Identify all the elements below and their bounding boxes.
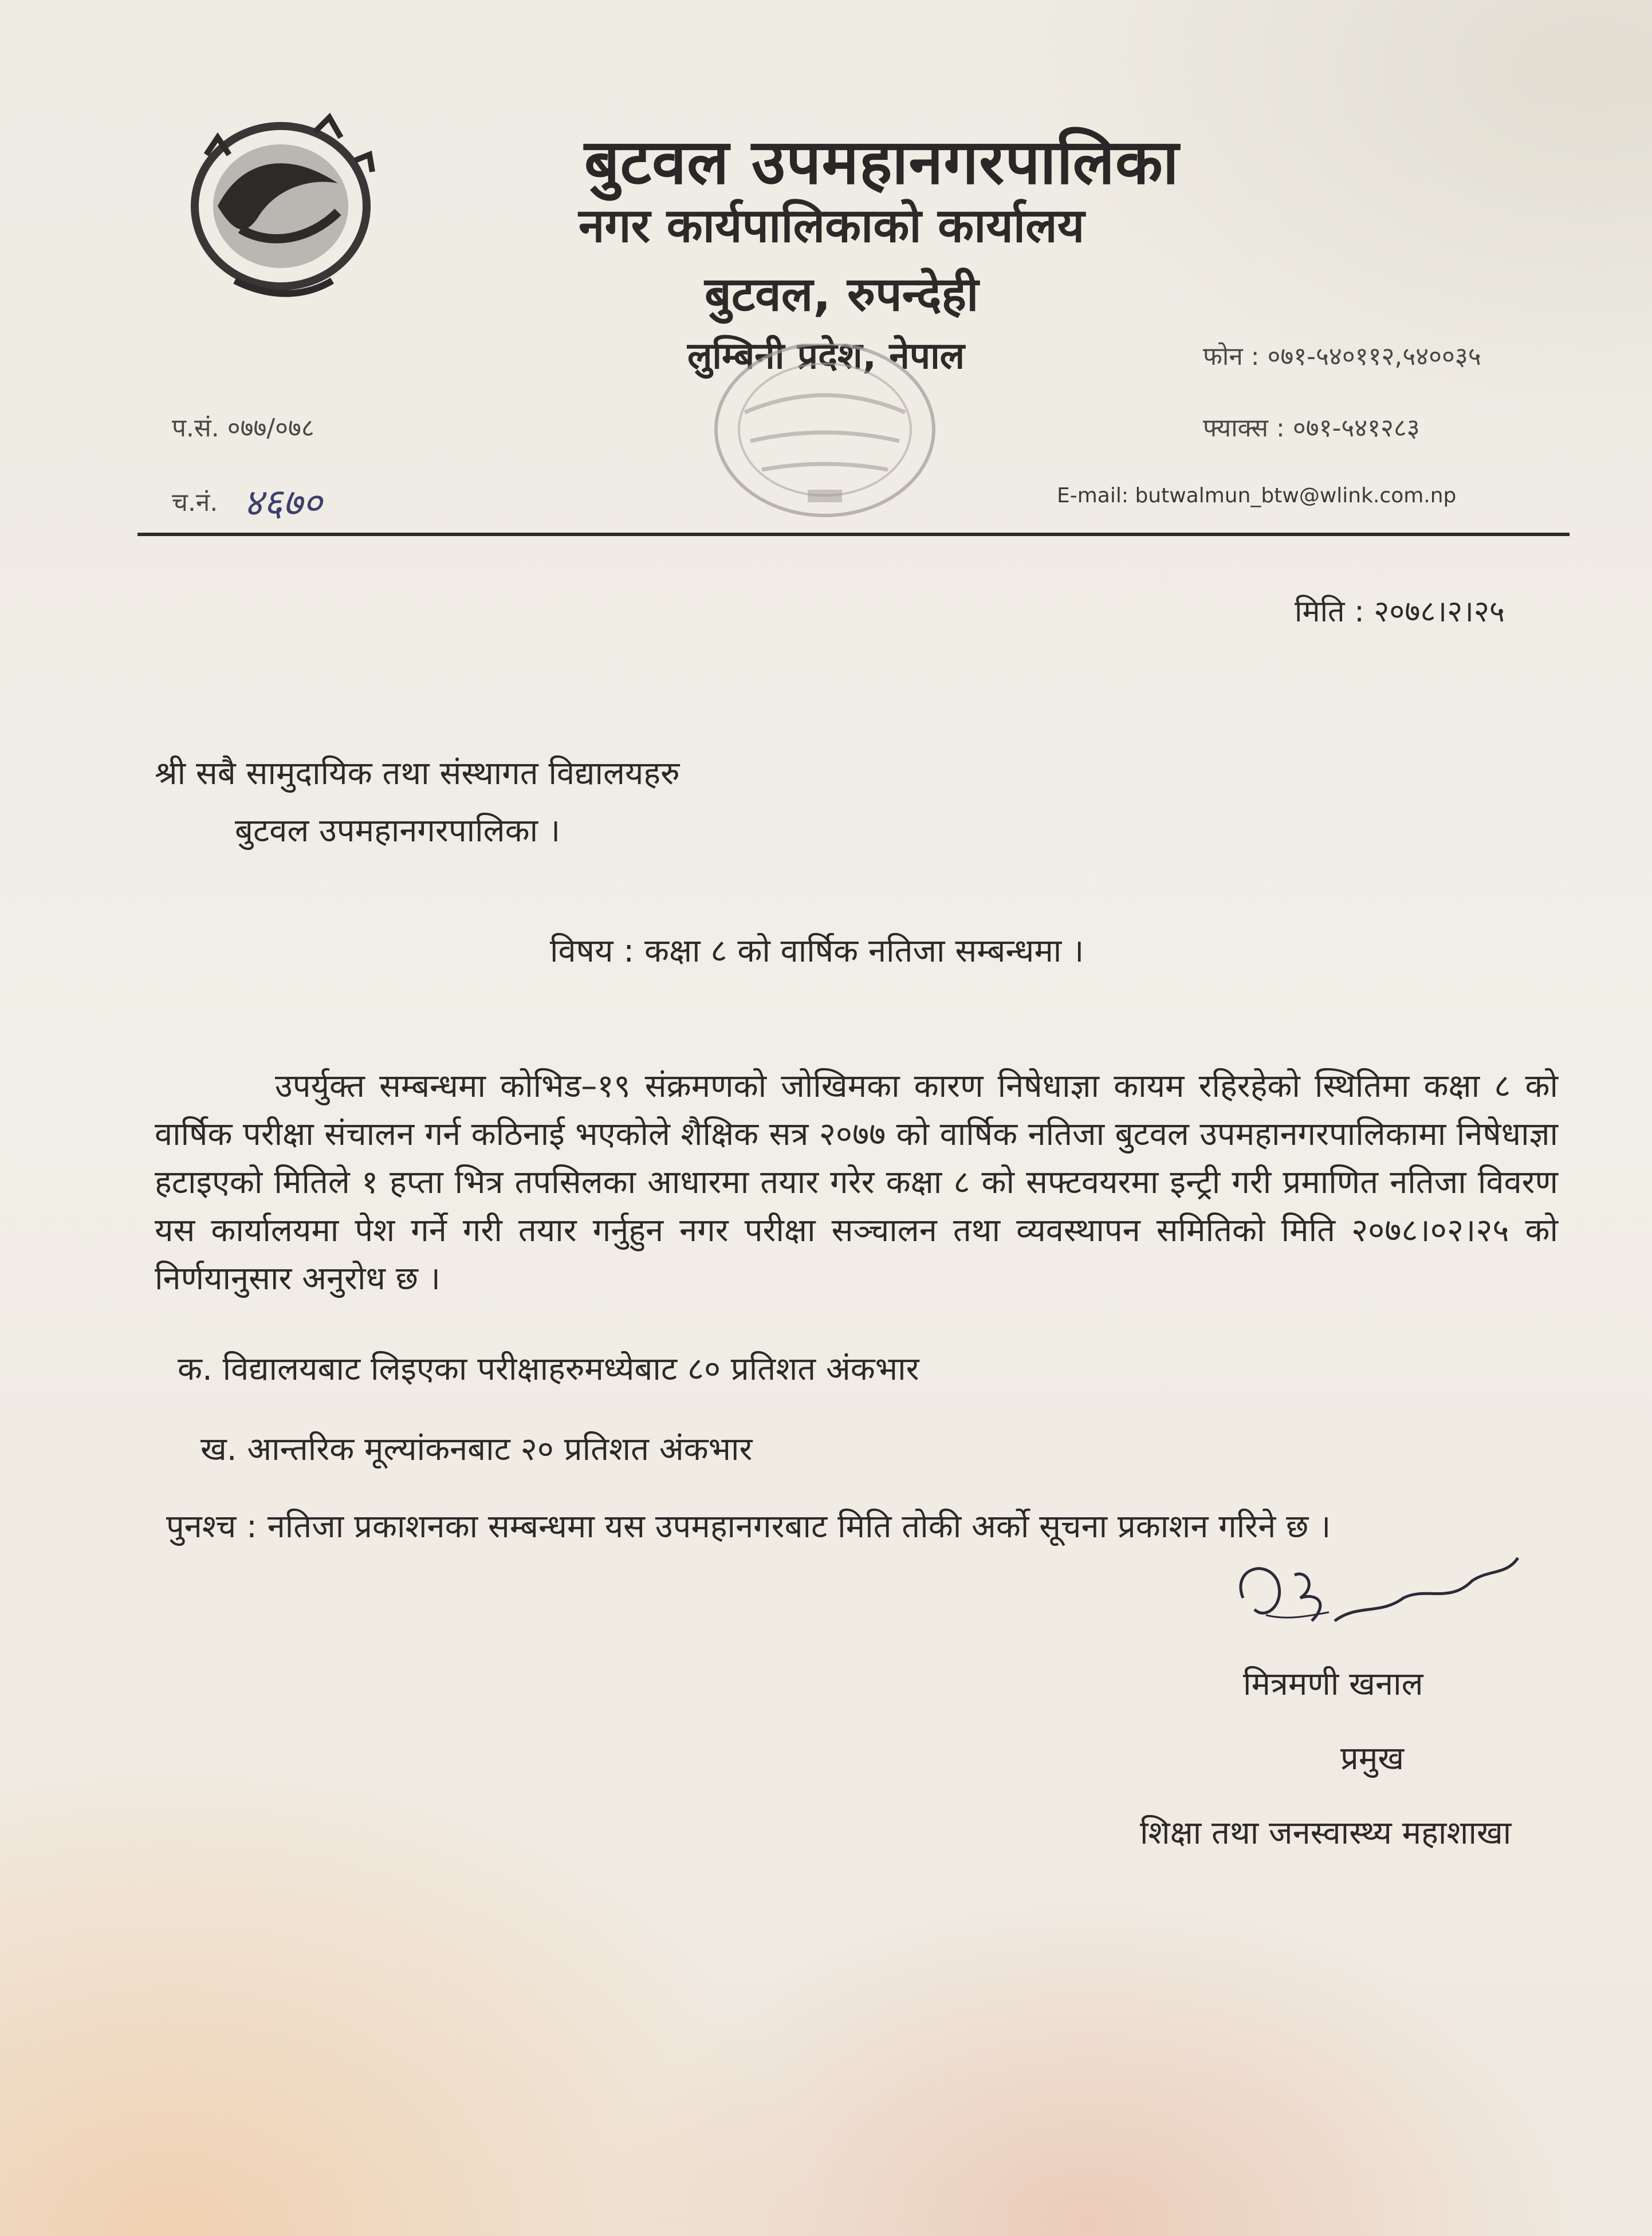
office-province: लुम्बिनी प्रदेश, नेपाल	[687, 335, 965, 377]
list-item: क. विद्यालयबाट लिइएका परीक्षाहरुमध्येबाट ८० प्रतिशत अंकभार	[178, 1351, 919, 1388]
signature	[1232, 1535, 1529, 1650]
letter-body	[155, 1062, 1558, 1303]
letter-date: मिति : २०७८।२।२५	[1295, 595, 1505, 629]
reference-number: प.सं. ०७७/०७८	[172, 414, 314, 443]
office-subtitle: नगर कार्यपालिकाको कार्यालय	[579, 199, 1085, 253]
office-name: बुटवल उपमहानगरपालिका	[584, 127, 1179, 198]
signatory-post: प्रमुख	[1340, 1740, 1405, 1777]
phone-number: फोन : ०७१-५४०११२,५४००३५	[1203, 342, 1481, 371]
header-divider	[137, 533, 1570, 536]
nepal-emblem-icon	[172, 109, 390, 304]
postscript: पुनश्च : नतिजा प्रकाशनका सम्बन्धमा यस उपमहानगरबाट मिति तोकी अर्को सूचना प्रकाशन गरिने छ ।	[166, 1508, 1331, 1545]
fax-number: फ्याक्स : ०७१-५४१२८३	[1203, 414, 1420, 443]
chalan-label: च.नं.	[172, 488, 218, 517]
recipient-line-1: श्री सबै सामुदायिक तथा संस्थागत विद्यालयहरु	[155, 755, 680, 792]
letter-subject: विषय : कक्षा ८ को वार्षिक नतिजा सम्बन्धमा ।	[550, 932, 1084, 970]
office-location: बुटवल, रुपन्देही	[705, 267, 979, 322]
signatory-office: शिक्षा तथा जनस्वास्थ्य महाशाखा	[1140, 1814, 1512, 1852]
recipient-line-2: बुटवल उपमहानगरपालिका ।	[235, 812, 561, 849]
email-address: E-mail: butwalmun_btw@wlink.com.np	[1057, 484, 1457, 507]
signatory-name: मित्रमणी खनाल	[1243, 1666, 1423, 1703]
chalan-number: ४६७०	[243, 481, 322, 525]
list-item: ख. आन्तरिक मूल्यांकनबाट २० प्रतिशत अंकभार	[200, 1431, 753, 1468]
office-stamp	[659, 344, 968, 533]
body-paragraph: उपर्युक्त सम्बन्धमा कोभिड–१९ संक्रमणको जोखिमका कारण निषेधाज्ञा कायम रहिरहेको स्थितिमा कक्षा ८ को वार्षिक परीक्षा संचालन गर्न कठिनाई भएकोले शैक्षिक सत्र २०७७ को वार्षिक नतिजा बुटवल उपमहानगरपालिकामा निषेधाज्ञा हटाइएको मितिले १ हप्ता भित्र तपसिलका आधारमा तयार गरेर कक्षा ८ को सफ्टवयरमा इन्ट्री गरी प्रमाणित नतिजा विवरण यस कार्यालयमा पेश गर्ने गरी तयार गर्नुहुन नगर परीक्षा सञ्चालन तथा व्यवस्थापन समितिको मिति २०७८।०२।२५ को निर्णयानुसार अनुरोध छ ।	[155, 1068, 1558, 1297]
